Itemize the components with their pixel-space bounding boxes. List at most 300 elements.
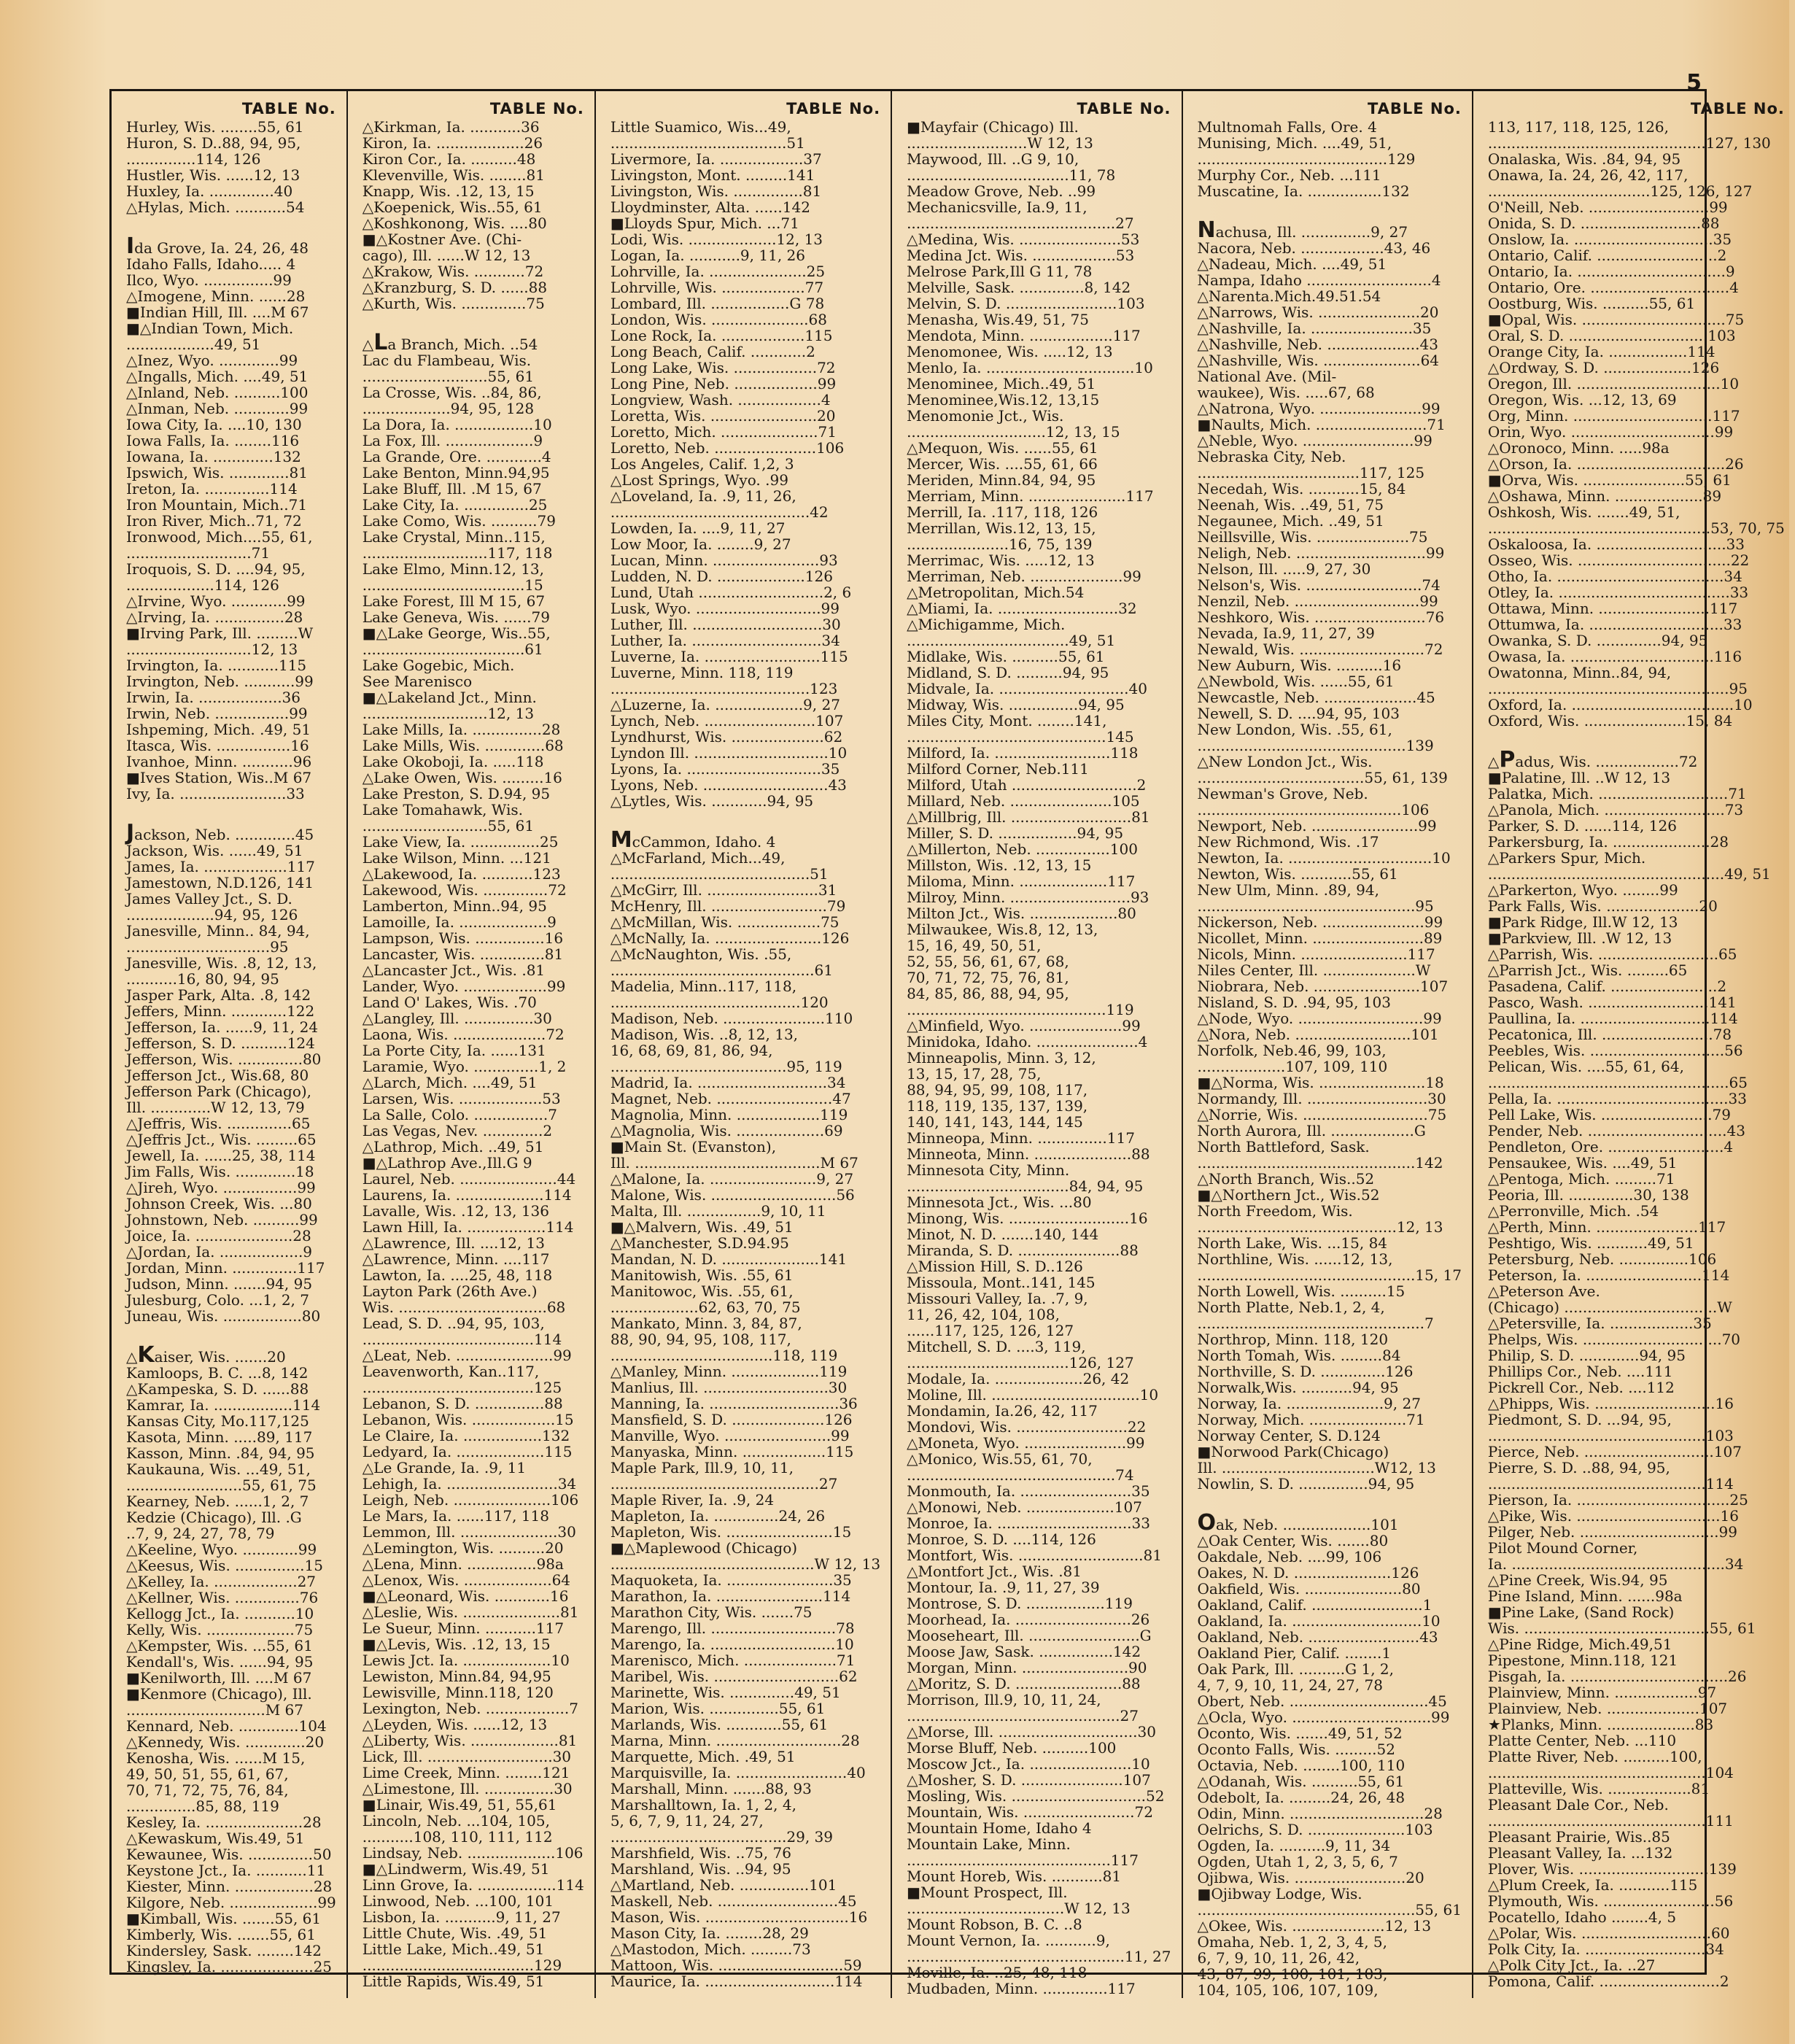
- station-entry: Mountain, Wis. ........................72: [907, 1803, 1153, 1821]
- station-entry: △Manley, Minn. ...................119: [610, 1363, 848, 1380]
- station-entry: Peshtigo, Wis. ...........49, 51: [1487, 1234, 1694, 1252]
- station-entry: △Kelley, Ia. ..................27: [126, 1573, 317, 1590]
- station-entry: Lyons, Ia. .............................35: [610, 760, 840, 778]
- station-entry: ............................................106: [1197, 801, 1430, 818]
- station-entry: ...................................11, 78: [907, 166, 1116, 184]
- station-entry: Lawn Hill, Ia. .................114: [362, 1218, 574, 1236]
- station-entry: Jordan, Minn. ..............117: [126, 1259, 325, 1277]
- station-entry: Lake Elmo, Minn.12, 13,: [362, 560, 544, 578]
- station-entry: waukee), Wis. .....67, 68: [1197, 384, 1375, 401]
- station-entry: △Millerton, Neb. ................100: [907, 840, 1138, 858]
- station-entry: Norway, Ia. .....................9, 27: [1197, 1395, 1421, 1412]
- station-entry: Le Mars, Ia. ......117, 118: [362, 1507, 549, 1525]
- station-entry: Livermore, Ia. ..................37: [610, 150, 822, 168]
- station-entry: Marathon, Ia. .......................114: [610, 1587, 851, 1605]
- station-entry: △Petersville, Ia. ..................35: [1487, 1315, 1712, 1332]
- station-entry: ............................................61: [610, 961, 833, 979]
- station-entry: Lehigh, Ia. ........................34: [362, 1475, 577, 1493]
- station-entry: .............................................74: [907, 1466, 1134, 1484]
- station-entry: Petersburg, Neb. ...............106: [1487, 1250, 1717, 1268]
- station-entry: Lake Geneva, Wis. ......79: [362, 608, 550, 626]
- station-entry: Kasson, Minn. .84, 94, 95: [126, 1444, 315, 1462]
- station-entry: △Parkers Spur, Mich.: [1487, 849, 1646, 867]
- station-entry: Parker, S. D. ......114, 126: [1487, 817, 1677, 835]
- station-entry: Jackson, Wis. ......49, 51: [126, 842, 303, 859]
- station-entry: Moscow Jct., Ia. ......................10: [907, 1755, 1150, 1773]
- station-entry: Peoria, Ill. ..............30, 138: [1487, 1186, 1689, 1204]
- station-entry: Manlius, Ill. ...........................30: [610, 1379, 848, 1396]
- station-entry: Lodi, Wis. ...................12, 13: [610, 231, 823, 248]
- station-entry: ■△Lindwerm, Wis.49, 51: [362, 1860, 550, 1878]
- station-entry: North Lowell, Wis. ..........15: [1197, 1282, 1406, 1300]
- station-entry: Mount Horeb, Wis. ...........81: [907, 1867, 1122, 1885]
- station-entry: Morgan, Minn. .......................90: [907, 1659, 1147, 1676]
- station-entry: △Moritz, S. D. .......................88: [907, 1675, 1141, 1692]
- station-entry: △Neble, Wyo. ........................99: [1197, 432, 1432, 449]
- station-entry: Montour, Ia. .9, 11, 27, 39: [907, 1579, 1100, 1596]
- station-entry: Linn Grove, Ia. .................114: [362, 1876, 584, 1894]
- station-entry: Pelican, Wis. ....55, 61, 64,: [1487, 1058, 1684, 1075]
- station-entry: Marshfield, Wis. ..75, 76: [610, 1844, 791, 1862]
- station-index-table: [109, 89, 1785, 1999]
- station-entry: ...............................................11, 27: [907, 1948, 1171, 1965]
- station-entry: ■Irving Park, Ill. .........W: [126, 624, 314, 642]
- station-entry: Nevada, Ia.9, 11, 27, 39: [1197, 624, 1375, 642]
- station-entry: ...........................12, 13: [362, 705, 535, 722]
- station-entry: Nicollet, Minn. ........................89: [1197, 929, 1443, 947]
- station-entry: ...............................................95: [1197, 897, 1434, 915]
- station-entry: Medina Jct. Wis. ..................53: [907, 247, 1135, 264]
- station-entry: ...............114, 126: [126, 150, 261, 168]
- station-entry: △Kranzburg, S. D. ......88: [362, 279, 548, 296]
- station-entry: Moline, Ill. ................................10: [907, 1386, 1159, 1404]
- station-entry: △Liberty, Wis. ...................81: [362, 1732, 578, 1749]
- station-entry: 70, 71, 72, 75, 76, 81,: [907, 969, 1069, 986]
- station-entry: Niobrara, Neb. .......................107: [1197, 978, 1449, 995]
- station-entry: Jefferson, S. D. ..........124: [126, 1034, 315, 1052]
- station-entry: △Pike, Wis. ...............................16: [1487, 1507, 1739, 1525]
- station-entry: △Okee, Wis. ....................12, 13: [1197, 1917, 1432, 1935]
- station-entry: ■Parkview, Ill. .W 12, 13: [1487, 929, 1672, 947]
- station-entry: ...............................................103: [1487, 1427, 1734, 1444]
- section-initial: J: [126, 820, 135, 845]
- station-entry: ...........16, 80, 94, 95: [126, 970, 279, 988]
- station-entry: Maple Park, Ill.9, 10, 11,: [610, 1459, 794, 1476]
- station-entry: △Inez, Wyo. .............99: [126, 352, 298, 369]
- station-entry: Nelson, Ill. .....9, 27, 30: [1197, 560, 1371, 578]
- station-entry: Millston, Wis. .12, 13, 15: [907, 856, 1092, 874]
- station-entry: △Lemington, Wis. ..........20: [362, 1539, 564, 1557]
- station-entry: ■Main St. (Evanston),: [610, 1138, 777, 1155]
- station-entry: Nebraska City, Neb.: [1197, 448, 1346, 465]
- station-entry: △Polk City Jct., Ia. ..27: [1487, 1956, 1656, 1974]
- station-entry: North Freedom, Wis.: [1197, 1202, 1353, 1220]
- station-entry: ■Ojibway Lodge, Wis.: [1197, 1885, 1362, 1902]
- station-entry: La Grande, Ore. ............4: [362, 448, 551, 465]
- station-entry: Newell, S. D. ....94, 95, 103: [1197, 705, 1400, 722]
- station-entry: ■Palatine, Ill. ..W 12, 13: [1487, 769, 1671, 786]
- station-entry: Jackson, Neb. .............45: [126, 820, 314, 845]
- station-entry: Palatka, Mich. ............................71: [1487, 785, 1747, 802]
- station-entry: △Leat, Neb. .....................99: [362, 1347, 572, 1364]
- station-entry: Kilgore, Neb. ...................99: [126, 1894, 336, 1911]
- station-entry: ■△Leonard, Wis. ............16: [362, 1587, 569, 1605]
- column-header: TABLE No.: [1690, 100, 1785, 117]
- station-entry: Monmouth, Ia. ........................35: [907, 1482, 1150, 1500]
- station-entry: Lyndhurst, Wis. ....................62: [610, 728, 843, 746]
- station-entry: Oakdale, Neb. ....99, 106: [1197, 1548, 1382, 1565]
- section-gap: [126, 215, 336, 239]
- station-entry: Miloma, Minn. ...................117: [907, 872, 1136, 890]
- station-entry: Marlands, Wis. ............55, 61: [610, 1716, 829, 1733]
- station-entry: Pleasant Dale Cor., Neb.: [1487, 1796, 1669, 1813]
- station-entry: △Oronoco, Minn. .....98a: [1487, 439, 1670, 457]
- station-entry: 104, 105, 106, 107, 109,: [1197, 1981, 1379, 1999]
- station-entry: Mapleton, Wis. .......................15: [610, 1523, 852, 1541]
- station-entry: Ill. .................................W12, 13: [1197, 1459, 1436, 1476]
- station-entry: Klevenville, Wis. ........81: [362, 166, 545, 184]
- station-entry: Madison, Wis. ..8, 12, 13,: [610, 1026, 799, 1043]
- station-entry: △Jireh, Wyo. ................99: [126, 1179, 316, 1196]
- station-entry: △Pine Creek, Wis.94, 95: [1487, 1571, 1668, 1589]
- station-entry: ■Ives Station, Wis..M 67: [126, 769, 312, 786]
- station-entry: Munising, Mich. ....49, 51,: [1197, 134, 1392, 152]
- station-entry: △Minfield, Wyo. ....................99: [907, 1017, 1141, 1034]
- station-entry: Minneapolis, Minn. 3, 12,: [907, 1049, 1096, 1066]
- station-entry: Luther, Ia. ............................34: [610, 632, 840, 649]
- station-entry: Pomona, Calif. ..........................2: [1487, 1973, 1729, 1990]
- station-entry: △Narrows, Wis. ......................20: [1197, 303, 1439, 321]
- station-entry: △Keesus, Wis. ...............15: [126, 1557, 323, 1574]
- station-entry: △Lawrence, Minn. ....117: [362, 1250, 550, 1268]
- station-entry: Lebanon, Wis. ..................15: [362, 1411, 574, 1428]
- station-entry: Org, Minn. ..............................117: [1487, 407, 1740, 425]
- station-entry: Merriman, Neb. ....................99: [907, 568, 1141, 585]
- station-entry: Norfolk, Neb.46, 99, 103,: [1197, 1042, 1387, 1059]
- station-entry: North Tomah, Wis. .........84: [1197, 1347, 1401, 1364]
- station-entry: △Ordway, S. D. ...................126: [1487, 359, 1720, 376]
- station-entry: Otho, Ia. ....................................34: [1487, 568, 1742, 585]
- station-entry: △Kewaskum, Wis.49, 51: [126, 1830, 305, 1847]
- station-entry: ■△Maplewood (Chicago): [610, 1539, 798, 1557]
- station-entry: △Parrish Jct., Wis. .........65: [1487, 961, 1688, 979]
- station-entry: △Loveland, Ia. .9, 11, 26,: [610, 487, 796, 505]
- station-entry: Platte Center, Neb. ...110: [1487, 1732, 1677, 1749]
- station-entry: ■△Malvern, Wis. .49, 51: [610, 1218, 794, 1236]
- station-entry: La Porte City, Ia. ......131: [362, 1042, 546, 1059]
- station-entry: Kellogg Jct., Ia. ...........10: [126, 1605, 314, 1622]
- station-entry: Loretto, Mich. .....................71: [610, 423, 837, 441]
- station-entry: Lime Creek, Minn. ........121: [362, 1764, 570, 1781]
- index-column: [348, 91, 596, 1998]
- station-entry: △Oshawa, Minn. ...................89: [1487, 487, 1722, 505]
- station-entry: Oral, S. D. ..............................103: [1487, 327, 1736, 344]
- station-entry: △Morse, Ill. ..............................30: [907, 1723, 1156, 1741]
- station-entry: Wis. ................................68: [362, 1298, 566, 1316]
- station-entry: △Perth, Minn. ......................117: [1487, 1218, 1726, 1236]
- station-entry: Melville, Sask. ..............8, 142: [907, 279, 1131, 296]
- station-entry: Little Lake, Mich..49, 51: [362, 1940, 545, 1958]
- station-entry: Pisgah, Ia. ..................................26: [1487, 1668, 1747, 1685]
- station-entry: Lusk, Wyo. ...........................99: [610, 600, 840, 617]
- station-entry: Lake View, Ia. ...............25: [362, 833, 559, 851]
- station-entry: Omaha, Neb. 1, 2, 3, 4, 5,: [1197, 1933, 1387, 1951]
- station-entry: Newport, Neb. .......................99: [1197, 817, 1437, 835]
- station-entry: Janesville, Wis. .8, 12, 13,: [126, 954, 317, 972]
- station-entry: △Langley, Ill. ...............30: [362, 1010, 552, 1027]
- station-entry: Marna, Minn. ...........................28: [610, 1732, 860, 1749]
- station-entry: Mapleton, Ia. ..............24, 26: [610, 1507, 826, 1525]
- station-entry: ...............................................15, 17: [1197, 1266, 1462, 1284]
- station-entry: Lamoille, Ia. ...................9: [362, 913, 557, 931]
- station-entry: ■Mount Prospect, Ill.: [907, 1884, 1068, 1901]
- station-entry: Moville, Ia. ..25, 48, 118: [907, 1964, 1088, 1981]
- station-entry: △Panola, Mich. ..........................73: [1487, 801, 1744, 818]
- station-entry: Maple River, Ia. .9, 24: [610, 1491, 775, 1509]
- station-entry: Itasca, Wis. ................16: [126, 737, 309, 754]
- station-entry: △Kampeska, S. D. ......88: [126, 1380, 309, 1398]
- station-entry: △Ocla, Wyo. ..............................99: [1197, 1708, 1450, 1726]
- station-entry: ...............................................55, 61: [1197, 1901, 1462, 1919]
- station-entry: Malta, Ill. ................9, 10, 11: [610, 1202, 826, 1220]
- station-entry: ......................................95, 119: [610, 1058, 842, 1075]
- station-entry: Millard, Neb. ......................105: [907, 792, 1140, 810]
- station-entry: Miller, S. D. .................94, 95: [907, 824, 1124, 842]
- station-entry: △Norrie, Wis. ...........................75: [1197, 1106, 1447, 1123]
- station-entry: Lead, S. D. ..94, 95, 103,: [362, 1315, 545, 1332]
- station-entry: ...................................49, 51: [907, 632, 1116, 649]
- station-entry: Lick, Ill. ...........................30: [362, 1748, 572, 1765]
- station-entry: Miles City, Mont. ........141,: [907, 712, 1107, 729]
- station-entry: .............................................139: [1197, 737, 1434, 754]
- station-entry: △Nashville, Neb. ....................43: [1197, 336, 1438, 353]
- station-entry: ..7, 9, 24, 27, 78, 79: [126, 1525, 275, 1542]
- station-entry: Lake Bluff, Ill. .M 15, 67: [362, 480, 542, 498]
- station-entry: △Pine Ridge, Mich.49,51: [1487, 1635, 1672, 1653]
- station-entry: Pella, Ia. .....................................33: [1487, 1090, 1747, 1107]
- station-entry: Lone Rock, Ia. ..................115: [610, 327, 833, 344]
- station-entry: Maquoketa, Ia. .......................35: [610, 1571, 852, 1589]
- station-entry: Mount Robson, B. C. ..8: [907, 1916, 1082, 1933]
- station-entry: La Dora, Ia. .................10: [362, 416, 552, 433]
- index-column: [1473, 91, 1795, 1998]
- station-entry: Jefferson, Ia. ......9, 11, 24: [126, 1018, 319, 1036]
- station-entry: Pierce, Neb. ............................107: [1487, 1443, 1742, 1460]
- station-entry: △Ingalls, Mich. ....49, 51: [126, 368, 309, 385]
- station-entry: △McGirr, Ill. ........................31: [610, 881, 837, 899]
- station-entry: Kendall's, Wis. ......94, 95: [126, 1653, 314, 1671]
- station-entry: Pleasant Prairie, Wis..85: [1487, 1828, 1670, 1846]
- station-entry: Newman's Grove, Neb.: [1197, 785, 1368, 802]
- station-entry: Irwin, Ia. ..................36: [126, 689, 301, 706]
- station-entry: △Keeline, Wyo. ............99: [126, 1541, 317, 1558]
- station-entry: Multnomah Falls, Ore. 4: [1197, 118, 1377, 136]
- station-entry: Ontario, Calif. ..........................2: [1487, 247, 1727, 264]
- station-entry: Huron, S. D..88, 94, 95,: [126, 134, 301, 152]
- station-entry: △Phipps, Wis. ..........................16: [1487, 1395, 1734, 1412]
- station-entry: △Newbold, Wis. ......55, 61: [1197, 673, 1395, 690]
- station-entry: Pasadena, Calif. .......................2: [1487, 978, 1727, 995]
- station-entry: Kearney, Neb. ......1, 2, 7: [126, 1493, 309, 1510]
- station-entry: Mechanicsville, Ia.9, 11,: [907, 198, 1088, 216]
- station-entry: △Lena, Minn. ...............98a: [362, 1555, 564, 1573]
- station-entry: Oakes, N. D. .....................126: [1197, 1564, 1419, 1582]
- station-entry: △Krakow, Wis. ...........72: [362, 263, 544, 280]
- station-entry: Marion, Wis. ...............55, 61: [610, 1700, 826, 1717]
- station-entry: Leavenworth, Kan..117,: [362, 1363, 540, 1380]
- station-entry: Mansfield, S. D. ....................126: [610, 1411, 853, 1428]
- station-entry: ...............................................104: [1487, 1764, 1734, 1781]
- station-entry: Nelson's, Wis. .........................74: [1197, 576, 1441, 594]
- station-entry: Oshkosh, Wis. .......49, 51,: [1487, 503, 1680, 521]
- station-entry: Jefferson Park (Chicago),: [126, 1083, 312, 1100]
- station-entry: ■△Kostner Ave. (Chi-: [362, 231, 522, 248]
- station-entry: Odin, Minn. .............................28: [1197, 1805, 1443, 1822]
- station-entry: Maurice, Ia. ............................114: [610, 1973, 863, 1990]
- station-entry: △McMillan, Wis. ..................75: [610, 913, 840, 931]
- station-entry: ...............................................114: [1487, 1475, 1734, 1493]
- station-entry: △Leslie, Wis. .....................81: [362, 1603, 579, 1621]
- station-entry: △Odanah, Wis. ..........55, 61: [1197, 1773, 1405, 1790]
- section-gap: [363, 311, 584, 335]
- station-entry: Lancaster, Wis. ..............81: [362, 945, 564, 963]
- station-entry: ■△Levis, Wis. .12, 13, 15: [362, 1635, 551, 1653]
- station-entry: Luverne, Minn. 118, 119: [610, 664, 794, 681]
- station-entry: Huxley, Ia. ..............40: [126, 182, 293, 200]
- station-entry: ...........................117, 118: [362, 544, 553, 562]
- station-entry: Oakland, Calif. ........................1: [1197, 1596, 1432, 1614]
- station-entry: △Lake Owen, Wis. .........16: [362, 769, 562, 786]
- station-entry: ...................62, 63, 70, 75: [610, 1298, 801, 1316]
- station-entry: Norway Center, S. D.124: [1197, 1427, 1381, 1444]
- section-initial: I: [126, 233, 135, 259]
- station-entry: Oakland, Neb. ........................43: [1197, 1628, 1438, 1646]
- station-entry: ...........................................145: [907, 728, 1134, 746]
- station-entry: Marquette, Mich. .49, 51: [610, 1748, 796, 1765]
- station-entry: △Nashville, Ia. ......................35: [1197, 320, 1432, 337]
- station-entry: Pensaukee, Wis. ....49, 51: [1487, 1154, 1678, 1172]
- station-entry: Pendleton, Ore. .........................4: [1487, 1138, 1734, 1155]
- station-entry: ...............85, 88, 119: [126, 1797, 279, 1815]
- station-entry: Kelly, Wis. ...................75: [126, 1621, 314, 1638]
- station-entry: ..........................W 12, 13: [907, 134, 1093, 152]
- station-entry: △Malone, Ia. .......................9, 27: [610, 1170, 854, 1188]
- station-entry: Pierson, Ia. .................................25: [1487, 1491, 1748, 1509]
- station-entry: △Lytles, Wis. ............94, 95: [610, 792, 814, 810]
- station-entry: Long Beach, Calif. ............2: [610, 343, 815, 360]
- station-entry: Malone, Wis. ...........................56: [610, 1186, 855, 1204]
- station-entry: Ogden, Utah 1, 2, 3, 5, 6, 7: [1197, 1853, 1398, 1870]
- station-entry: ■Opal, Wis. ...............................75: [1487, 311, 1745, 328]
- station-entry: Kaukauna, Wis. ...49, 51,: [126, 1460, 311, 1478]
- station-entry: △Natrona, Wyo. ......................99: [1197, 400, 1441, 417]
- station-entry: △Padus, Wis. ..................72: [1487, 747, 1698, 773]
- station-entry: Lake Tomahawk, Wis.: [362, 801, 524, 818]
- station-entry: Loretto, Neb. ......................106: [610, 439, 845, 457]
- station-entry: ...............................................142: [1197, 1154, 1443, 1172]
- station-entry: Kesley, Ia. .....................28: [126, 1813, 322, 1831]
- station-entry: .........................................129: [1197, 150, 1416, 168]
- station-entry: Marquisville, Ia. ........................40: [610, 1764, 866, 1781]
- station-entry: .............................................27: [907, 214, 1134, 232]
- station-entry: Milford Corner, Neb.111: [907, 760, 1089, 778]
- station-entry: Luther, Ill. ............................30: [610, 616, 841, 633]
- station-entry: Nacora, Neb. ..................43, 46: [1197, 239, 1431, 257]
- station-entry: Lawton, Ia. ....25, 48, 118: [362, 1266, 553, 1284]
- station-entry: Morrison, Ill.9, 10, 11, 24,: [907, 1691, 1101, 1708]
- station-entry: Peterson, Ia. .........................114: [1487, 1266, 1730, 1284]
- station-entry: △Le Grande, Ia. .9, 11: [362, 1459, 527, 1476]
- station-entry: Paullina, Ia. ............................114: [1487, 1010, 1738, 1027]
- station-entry: Lander, Wyo. ..................99: [362, 978, 566, 995]
- section-gap: [126, 1324, 336, 1347]
- station-entry: Lund, Utah ...........................2, 6: [610, 584, 852, 601]
- station-entry: Iowana, Ia. .............132: [126, 448, 301, 465]
- station-entry: Lake Mills, Ia. ...............28: [362, 721, 561, 738]
- station-entry: Nickerson, Neb. ......................99: [1197, 913, 1443, 931]
- section-initial: K: [137, 1342, 155, 1368]
- station-entry: △Kirkman, Ia. ...........36: [362, 118, 540, 136]
- station-entry: Piedmont, S. D. ...94, 95,: [1487, 1411, 1672, 1428]
- station-entry: Pender, Neb. ..............................43: [1487, 1122, 1745, 1139]
- station-entry: Newcastle, Neb. ....................45: [1197, 689, 1435, 706]
- station-entry: Pickrell Cor., Neb. ....112: [1487, 1379, 1675, 1396]
- station-entry: 4, 7, 9, 10, 11, 24, 27, 78: [1197, 1676, 1383, 1694]
- station-entry: Milton Jct., Wis. ...................80: [907, 905, 1136, 922]
- station-entry: Pierre, S. D. ..88, 94, 95,: [1487, 1459, 1670, 1476]
- station-entry: Ipswich, Wis. .............81: [126, 464, 308, 481]
- station-entry: Joice, Ia. .....................28: [126, 1227, 311, 1244]
- station-entry: Platteville, Wis. ..................81: [1487, 1780, 1710, 1797]
- station-entry: Jim Falls, Wis. .............18: [126, 1163, 314, 1180]
- station-entry: △Michigamme, Mich.: [907, 616, 1066, 633]
- station-entry: Oconto, Wis. .......49, 51, 52: [1197, 1724, 1403, 1742]
- station-entry: △Monowi, Neb. ...................107: [907, 1498, 1142, 1516]
- station-entry: Lac du Flambeau, Wis.: [362, 352, 532, 369]
- station-entry: 5, 6, 7, 9, 11, 24, 27,: [610, 1812, 764, 1830]
- station-entry: △McNally, Ia. .......................126: [610, 929, 850, 947]
- station-entry: Mountain Home, Idaho 4: [907, 1819, 1092, 1837]
- station-entry: Oak Park, Ill. ..........G 1, 2,: [1197, 1660, 1395, 1678]
- station-entry: Onawa, Ia. 24, 26, 42, 117,: [1487, 166, 1689, 184]
- station-entry: Lynch, Neb. ........................107: [610, 712, 844, 729]
- station-entry: La Fox, Ill. ...................9: [362, 432, 543, 449]
- section-gap: [1198, 199, 1462, 222]
- station-entry: Onslow, Ia. ..............................35: [1487, 231, 1732, 248]
- station-entry: Marengo, Ia. ...........................10: [610, 1635, 854, 1653]
- station-entry: 70, 71, 72, 75, 76, 84,: [126, 1781, 289, 1799]
- station-entry: Mitchell, S. D. ....3, 119,: [907, 1338, 1086, 1355]
- station-entry: James, Ia. ..................117: [126, 858, 315, 875]
- index-column: [596, 91, 892, 1998]
- station-entry: Marenisco, Mich. ....................71: [610, 1652, 856, 1669]
- station-entry: Magnolia, Minn. ..................119: [610, 1106, 848, 1123]
- station-entry: Lake Benton, Minn.94,95: [362, 464, 550, 481]
- station-entry: Oakland, Ia. ............................10: [1197, 1612, 1441, 1630]
- station-entry: △Pentoga, Mich. .........71: [1487, 1170, 1675, 1188]
- station-entry: Long Pine, Neb. ..................99: [610, 375, 837, 392]
- station-entry: Orin, Wyo. ...............................99: [1487, 423, 1734, 441]
- station-entry: Menasha, Wis.49, 51, 75: [907, 311, 1089, 328]
- station-entry: New London, Wis. .55, 61,: [1197, 721, 1392, 738]
- station-entry: Kingsley, Ia. ....................25: [126, 1958, 333, 1975]
- station-entry: △Kellner, Wis. ..............76: [126, 1589, 319, 1606]
- station-entry: Oakland Pier, Calif. ........1: [1197, 1644, 1392, 1662]
- station-entry: △Lenox, Wis. ...................64: [362, 1571, 571, 1589]
- station-entry: Mercer, Wis. ....55, 61, 66: [907, 455, 1098, 473]
- station-entry: Lake Forest, Ill M 15, 67: [362, 592, 546, 610]
- station-entry: Maywood, Ill. ..G 9, 10,: [907, 150, 1079, 168]
